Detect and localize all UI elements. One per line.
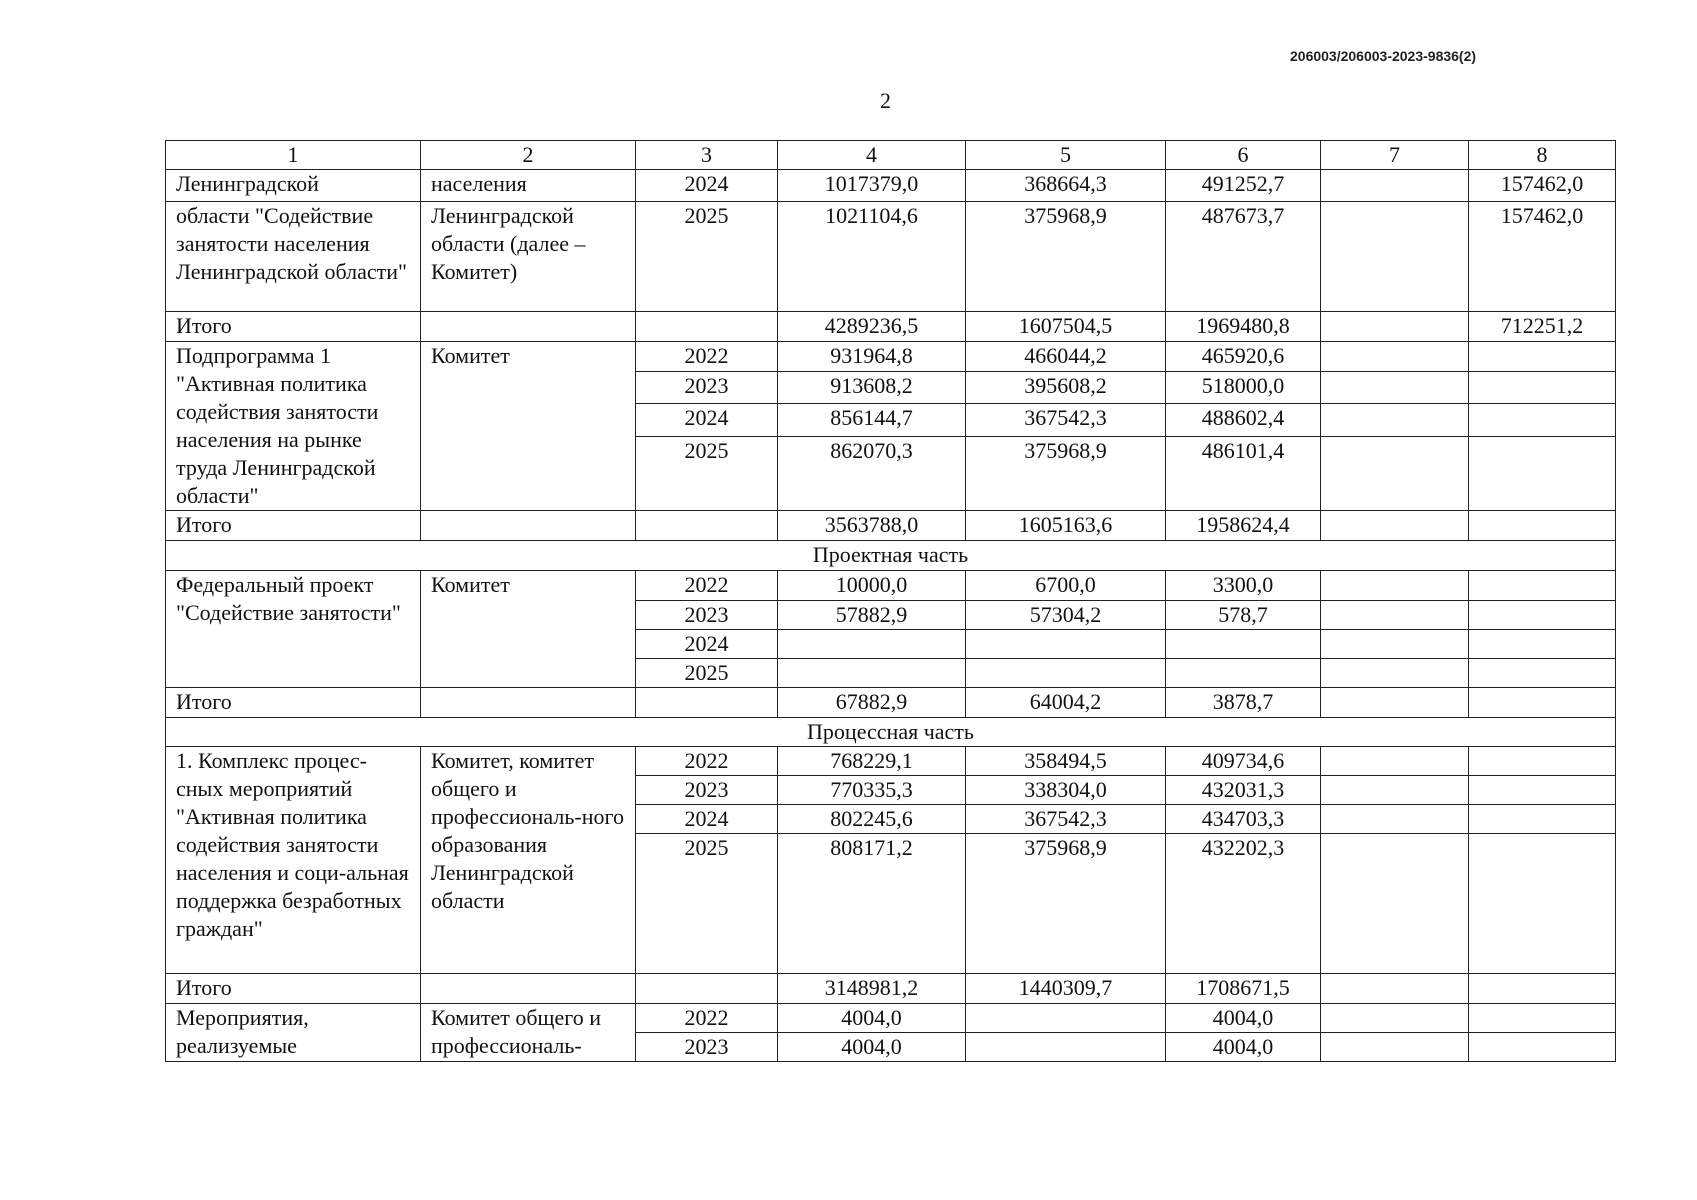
value-cell: 518000,0 — [1166, 371, 1321, 404]
value-cell — [1321, 202, 1469, 312]
value-cell: 375968,9 — [966, 437, 1166, 511]
value-cell: 487673,7 — [1166, 202, 1321, 312]
empty-cell — [636, 312, 778, 342]
value-cell: 862070,3 — [778, 437, 966, 511]
empty-cell — [636, 511, 778, 541]
value-cell: 10000,0 — [778, 571, 966, 601]
value-cell — [1321, 834, 1469, 974]
value-cell: 57882,9 — [778, 601, 966, 630]
value-cell — [1321, 630, 1469, 659]
value-cell — [1469, 747, 1616, 776]
value-cell — [1469, 511, 1616, 541]
year-cell: 2023 — [636, 371, 778, 404]
value-cell — [1469, 688, 1616, 718]
value-cell — [1321, 437, 1469, 511]
program-name-cell: Федеральный проект "Содействие занятости" — [166, 571, 421, 688]
empty-cell — [421, 688, 636, 718]
column-number: 8 — [1469, 141, 1616, 170]
value-cell: 67882,9 — [778, 688, 966, 718]
table-row — [166, 571, 1616, 601]
column-number-row — [166, 141, 1616, 170]
value-cell: 770335,3 — [778, 776, 966, 805]
value-cell — [1469, 630, 1616, 659]
value-cell: 358494,5 — [966, 747, 1166, 776]
value-cell — [1321, 805, 1469, 834]
executor-cell: Комитет — [421, 342, 636, 511]
value-cell: 491252,7 — [1166, 170, 1321, 202]
year-cell: 2025 — [636, 202, 778, 312]
program-name-cell: Подпрограмма 1 "Активная политика содействия занятости населения на рынке труда Ленинградской области" — [166, 342, 421, 511]
program-name-cell: Мероприятия, реализуемые — [166, 1004, 421, 1062]
value-cell — [1469, 404, 1616, 437]
value-cell — [778, 659, 966, 688]
value-cell — [1321, 1004, 1469, 1033]
value-cell — [1321, 776, 1469, 805]
section-title: Процессная часть — [166, 718, 1616, 747]
year-cell: 2024 — [636, 805, 778, 834]
year-cell: 2023 — [636, 1033, 778, 1062]
value-cell — [1321, 170, 1469, 202]
total-label: Итого — [166, 511, 421, 541]
value-cell: 4004,0 — [1166, 1033, 1321, 1062]
value-cell — [1321, 747, 1469, 776]
total-row — [166, 974, 1616, 1004]
value-cell: 3300,0 — [1166, 571, 1321, 601]
total-row — [166, 688, 1616, 718]
value-cell — [1469, 776, 1616, 805]
value-cell: 802245,6 — [778, 805, 966, 834]
value-cell: 395608,2 — [966, 371, 1166, 404]
total-row — [166, 511, 1616, 541]
value-cell: 434703,3 — [1166, 805, 1321, 834]
value-cell: 3563788,0 — [778, 511, 966, 541]
column-number: 5 — [966, 141, 1166, 170]
program-name-cell: Ленинградской — [166, 170, 421, 202]
value-cell — [966, 659, 1166, 688]
value-cell — [1321, 404, 1469, 437]
value-cell: 808171,2 — [778, 834, 966, 974]
section-row — [166, 718, 1616, 747]
value-cell: 486101,4 — [1166, 437, 1321, 511]
year-cell: 2023 — [636, 601, 778, 630]
value-cell — [1469, 601, 1616, 630]
value-cell: 367542,3 — [966, 404, 1166, 437]
value-cell: 465920,6 — [1166, 342, 1321, 372]
column-number: 6 — [1166, 141, 1321, 170]
year-cell: 2025 — [636, 659, 778, 688]
executor-cell: Комитет — [421, 571, 636, 688]
empty-cell — [636, 974, 778, 1004]
value-cell — [1321, 371, 1469, 404]
empty-cell — [421, 312, 636, 342]
year-cell: 2022 — [636, 571, 778, 601]
total-label: Итого — [166, 688, 421, 718]
year-cell: 2024 — [636, 404, 778, 437]
value-cell — [1321, 1033, 1469, 1062]
value-cell: 375968,9 — [966, 202, 1166, 312]
value-cell: 368664,3 — [966, 170, 1166, 202]
value-cell: 4004,0 — [1166, 1004, 1321, 1033]
value-cell: 466044,2 — [966, 342, 1166, 372]
value-cell — [1469, 1033, 1616, 1062]
value-cell: 64004,2 — [966, 688, 1166, 718]
value-cell: 4004,0 — [778, 1033, 966, 1062]
column-number: 2 — [421, 141, 636, 170]
total-label: Итого — [166, 974, 421, 1004]
value-cell — [1469, 571, 1616, 601]
value-cell: 338304,0 — [966, 776, 1166, 805]
year-cell: 2025 — [636, 437, 778, 511]
value-cell — [1469, 659, 1616, 688]
budget-table — [165, 140, 1616, 1062]
value-cell — [1469, 974, 1616, 1004]
value-cell — [966, 1033, 1166, 1062]
value-cell — [1321, 601, 1469, 630]
value-cell — [1321, 342, 1469, 372]
executor-cell: Ленинградской области (далее – Комитет) — [421, 202, 636, 312]
year-cell: 2025 — [636, 834, 778, 974]
table-row — [166, 170, 1616, 202]
executor-cell: населения — [421, 170, 636, 202]
value-cell: 1607504,5 — [966, 312, 1166, 342]
document-id: 206003/206003-2023-9836(2) — [1290, 48, 1477, 64]
value-cell: 1017379,0 — [778, 170, 966, 202]
empty-cell — [636, 688, 778, 718]
value-cell: 57304,2 — [966, 601, 1166, 630]
value-cell — [1321, 659, 1469, 688]
value-cell — [1469, 805, 1616, 834]
executor-cell: Комитет общего и профессиональ- — [421, 1004, 636, 1062]
value-cell: 409734,6 — [1166, 747, 1321, 776]
column-number: 3 — [636, 141, 778, 170]
value-cell: 1440309,7 — [966, 974, 1166, 1004]
table-row — [166, 202, 1616, 312]
year-cell: 2022 — [636, 342, 778, 372]
value-cell: 768229,1 — [778, 747, 966, 776]
value-cell — [1321, 974, 1469, 1004]
program-name-cell: области "Содействие занятости населения Ленинградской области" — [166, 202, 421, 312]
page-number: 2 — [880, 88, 891, 113]
value-cell — [1469, 437, 1616, 511]
value-cell: 4004,0 — [778, 1004, 966, 1033]
executor-cell: Комитет, комитет общего и профессиональ-ного образования Ленинградской области — [421, 747, 636, 974]
value-cell: 856144,7 — [778, 404, 966, 437]
value-cell — [1166, 659, 1321, 688]
value-cell: 1605163,6 — [966, 511, 1166, 541]
value-cell — [1469, 371, 1616, 404]
table-row — [166, 1004, 1616, 1033]
value-cell: 3878,7 — [1166, 688, 1321, 718]
table-row — [166, 342, 1616, 372]
value-cell: 375968,9 — [966, 834, 1166, 974]
year-cell: 2024 — [636, 630, 778, 659]
total-row — [166, 312, 1616, 342]
empty-cell — [421, 511, 636, 541]
value-cell: 1021104,6 — [778, 202, 966, 312]
value-cell: 367542,3 — [966, 805, 1166, 834]
program-name-cell: 1. Комплекс процес-сных мероприятий "Активная политика содействия занятости населения и соци-альная поддержка безработных граждан" — [166, 747, 421, 974]
column-number: 1 — [166, 141, 421, 170]
value-cell: 432031,3 — [1166, 776, 1321, 805]
value-cell: 578,7 — [1166, 601, 1321, 630]
value-cell — [1469, 342, 1616, 372]
year-cell: 2022 — [636, 1004, 778, 1033]
value-cell: 3148981,2 — [778, 974, 966, 1004]
value-cell: 157462,0 — [1469, 170, 1616, 202]
value-cell — [1469, 1004, 1616, 1033]
value-cell: 432202,3 — [1166, 834, 1321, 974]
value-cell — [1321, 511, 1469, 541]
year-cell: 2023 — [636, 776, 778, 805]
value-cell — [966, 1004, 1166, 1033]
value-cell: 913608,2 — [778, 371, 966, 404]
value-cell: 712251,2 — [1469, 312, 1616, 342]
year-cell: 2024 — [636, 170, 778, 202]
value-cell — [1166, 630, 1321, 659]
value-cell: 4289236,5 — [778, 312, 966, 342]
value-cell — [1321, 688, 1469, 718]
empty-cell — [421, 974, 636, 1004]
value-cell: 1969480,8 — [1166, 312, 1321, 342]
value-cell — [1321, 312, 1469, 342]
total-label: Итого — [166, 312, 421, 342]
value-cell — [1469, 834, 1616, 974]
section-row — [166, 541, 1616, 571]
table-row — [166, 747, 1616, 776]
value-cell: 157462,0 — [1469, 202, 1616, 312]
value-cell: 1708671,5 — [1166, 974, 1321, 1004]
column-number: 4 — [778, 141, 966, 170]
column-number: 7 — [1321, 141, 1469, 170]
value-cell: 488602,4 — [1166, 404, 1321, 437]
value-cell — [778, 630, 966, 659]
value-cell — [966, 630, 1166, 659]
value-cell — [1321, 571, 1469, 601]
value-cell: 931964,8 — [778, 342, 966, 372]
value-cell: 6700,0 — [966, 571, 1166, 601]
section-title: Проектная часть — [166, 541, 1616, 571]
year-cell: 2022 — [636, 747, 778, 776]
value-cell: 1958624,4 — [1166, 511, 1321, 541]
